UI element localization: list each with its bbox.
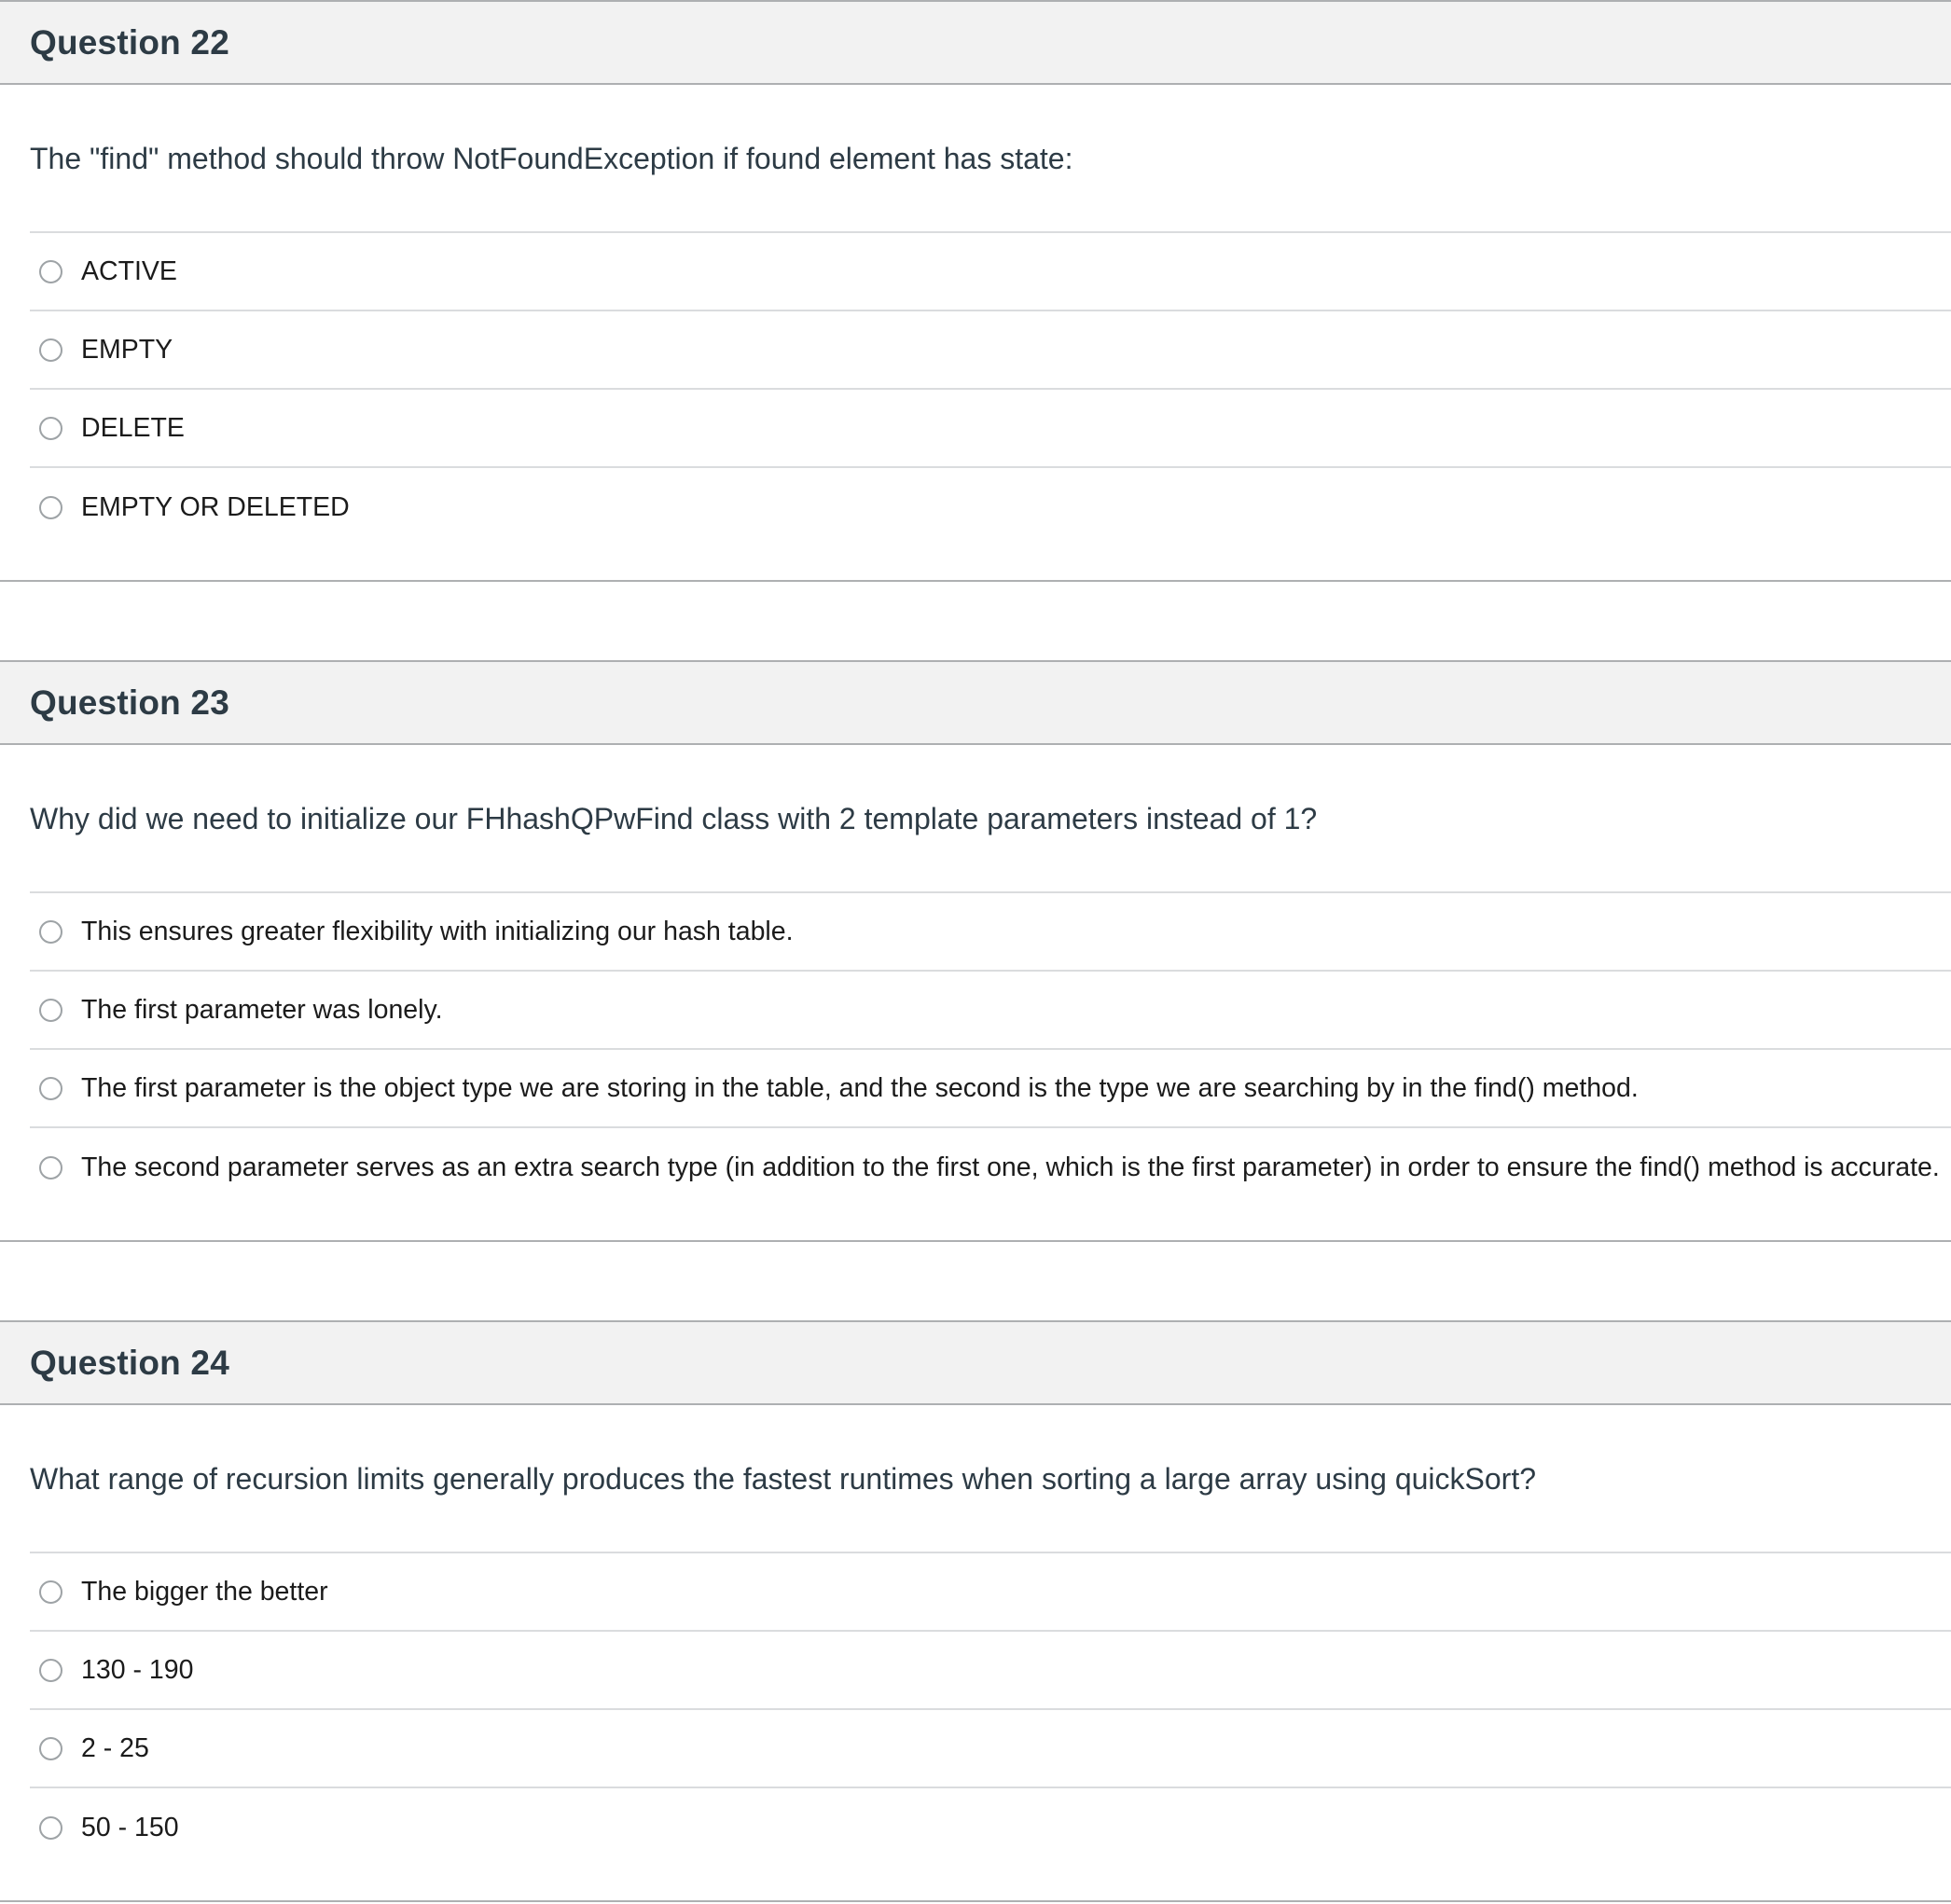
answer-option[interactable] — [30, 972, 1951, 1050]
answer-option[interactable] — [30, 233, 1951, 311]
answer-label: 130 - 190 — [81, 1654, 194, 1685]
question-header — [0, 2, 1951, 85]
question-header — [0, 1322, 1951, 1405]
answer-option[interactable] — [30, 1632, 1951, 1710]
question-card — [0, 1320, 1951, 1902]
answer-list — [30, 231, 1951, 546]
answer-option[interactable] — [30, 1710, 1951, 1788]
question-title: Question 22 — [30, 22, 229, 62]
answer-label: DELETE — [81, 412, 185, 443]
answer-label: ACTIVE — [81, 255, 177, 286]
radio-button[interactable] — [39, 260, 62, 283]
radio-button[interactable] — [39, 1156, 62, 1180]
answer-label: The second parameter serves as an extra search type (in addition to the first one, which is the first parameter) in order to ensure the find() method is accurate. — [81, 1152, 1940, 1182]
question-title: Question 24 — [30, 1343, 229, 1382]
radio-button[interactable] — [39, 920, 62, 944]
radio-button[interactable] — [39, 1077, 62, 1100]
radio-button[interactable] — [39, 1816, 62, 1840]
radio-button[interactable] — [39, 338, 62, 362]
answer-option[interactable] — [30, 468, 1951, 546]
answer-option[interactable] — [30, 1553, 1951, 1632]
radio-button[interactable] — [39, 1580, 62, 1604]
question-card — [0, 0, 1951, 582]
answer-label: 2 - 25 — [81, 1732, 149, 1763]
radio-button[interactable] — [39, 1659, 62, 1682]
question-header — [0, 662, 1951, 745]
answer-list — [30, 891, 1951, 1207]
answer-option[interactable] — [30, 311, 1951, 390]
question-text: What range of recursion limits generally produces the fastest runtimes when sorting a large array using quickSort? — [30, 1462, 1536, 1496]
radio-button[interactable] — [39, 496, 62, 519]
answer-list — [30, 1552, 1951, 1867]
answer-label: EMPTY — [81, 334, 173, 365]
answer-option[interactable] — [30, 1128, 1951, 1207]
answer-option[interactable] — [30, 390, 1951, 468]
radio-button[interactable] — [39, 1737, 62, 1760]
answer-option[interactable] — [30, 1050, 1951, 1128]
question-text: The "find" method should throw NotFoundException if found element has state: — [30, 142, 1073, 175]
question-text: Why did we need to initialize our FHhashQPwFind class with 2 template parameters instead of 1? — [30, 802, 1318, 835]
answer-label: 50 - 150 — [81, 1812, 179, 1842]
question-card — [0, 660, 1951, 1242]
question-title: Question 23 — [30, 683, 229, 722]
answer-option[interactable] — [30, 893, 1951, 972]
answer-label: EMPTY OR DELETED — [81, 491, 350, 522]
answer-label: The first parameter was lonely. — [81, 994, 443, 1025]
radio-button[interactable] — [39, 999, 62, 1022]
answer-label: The first parameter is the object type we are storing in the table, and the second is the type we are searching by in the find() method. — [81, 1072, 1639, 1103]
answer-label: This ensures greater flexibility with initializing our hash table. — [81, 916, 794, 946]
radio-button[interactable] — [39, 417, 62, 440]
answer-label: The bigger the better — [81, 1576, 328, 1607]
answer-option[interactable] — [30, 1788, 1951, 1867]
